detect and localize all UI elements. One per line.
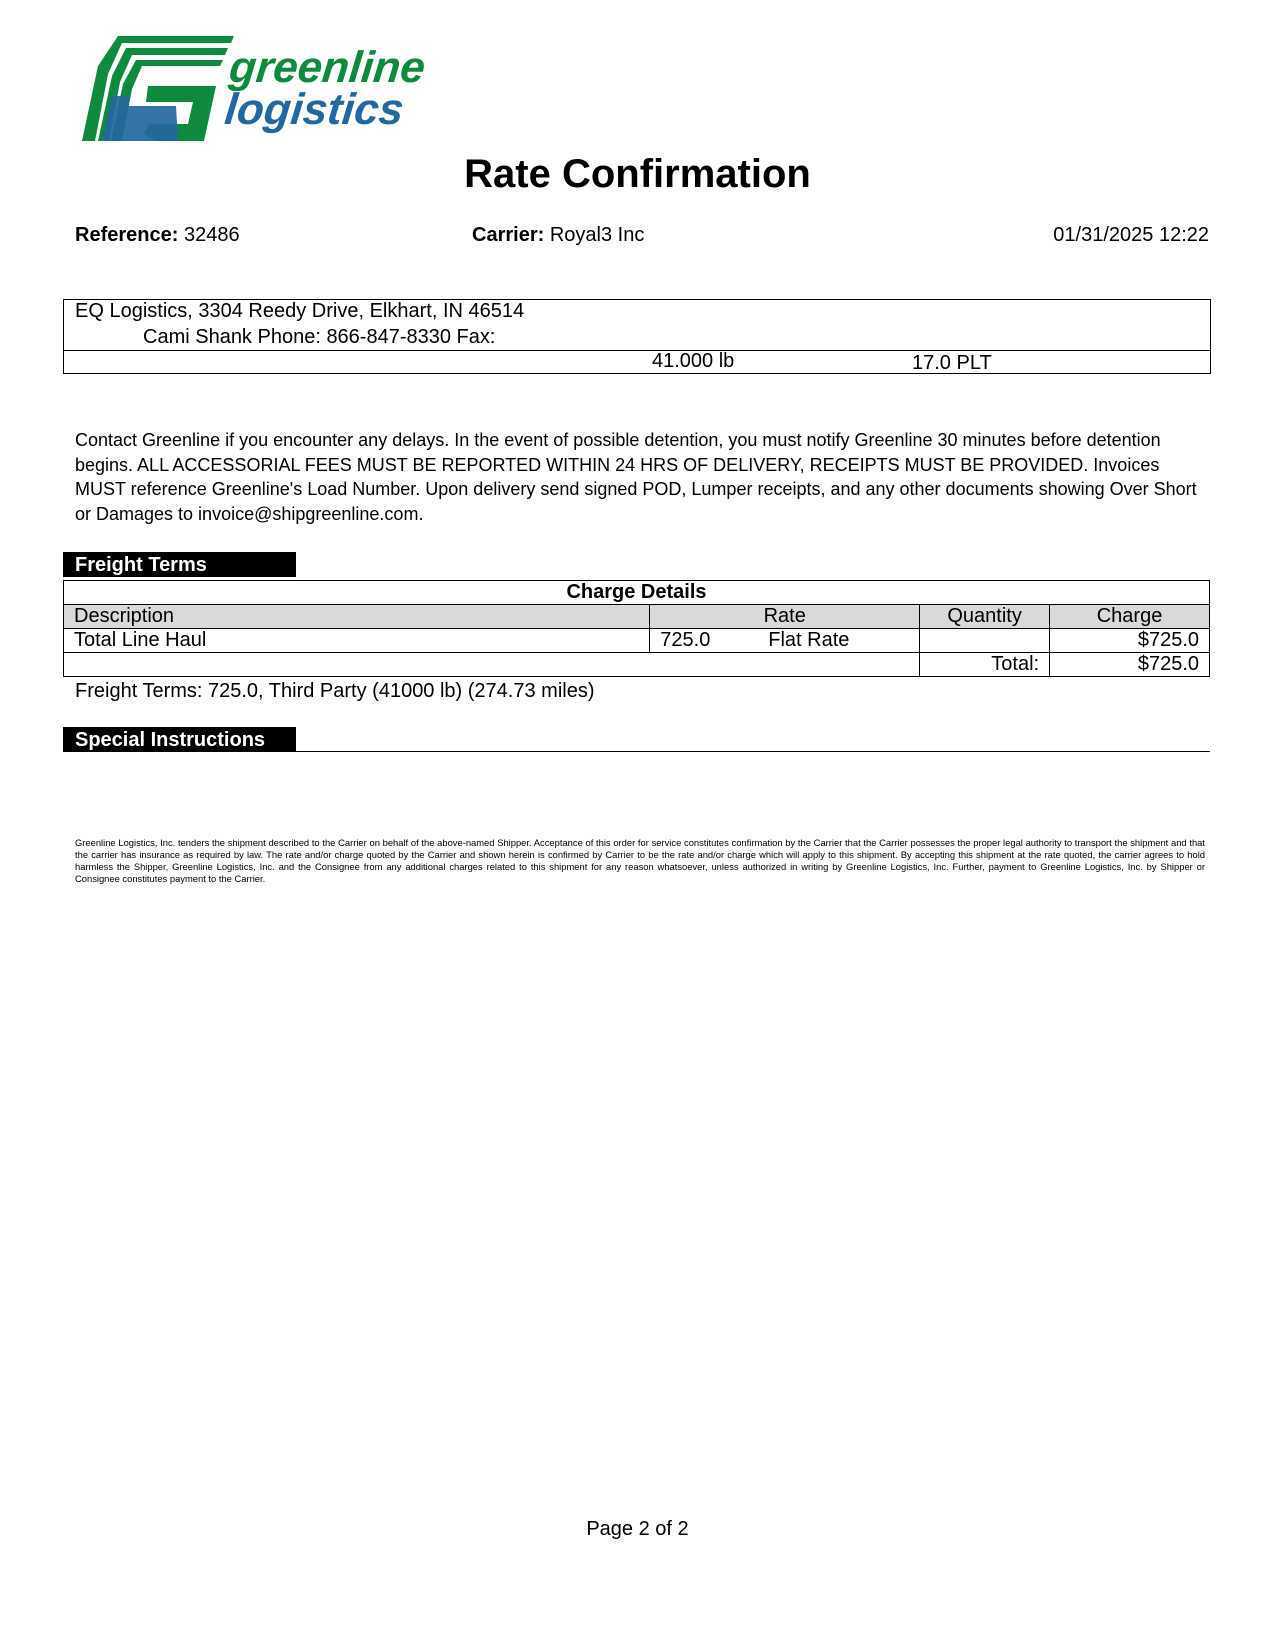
document-datetime: 01/31/2025 12:22 [1053,224,1209,246]
total-row [64,653,1210,677]
logo-wordmark-top: greenline [226,43,428,92]
page-title: Rate Confirmation [464,152,811,196]
reference-label: Reference: [75,224,179,246]
shipment-summary-row [63,349,1211,374]
greenline-logo [78,34,438,149]
total-label: Total: [920,653,1050,677]
logo-wordmark-bottom: logistics [222,85,407,134]
row-quantity [920,629,1050,653]
freight-terms-header: Freight Terms [63,552,296,577]
shipment-weight: 41.000 lb [652,350,735,372]
carrier-value: Royal3 Inc [549,224,645,246]
delay-notice: Contact Greenline if you encounter any delays. In the event of possible detention, you must notify Greenline 30 minutes before detention begins. ALL ACCESSORIAL FEES MUST BE REPORTED WITHIN 24 HRS OF DELIVERY, RECEIPTS MUST BE PROVIDED. Invoices MUST reference Greenline's Load Number. Upon delivery send signed POD, Lumper receipts, and any other documents showing Over Short or Damages to invoice@shipgreenline.com. [75,430,1197,524]
col-quantity: Quantity [920,605,1050,629]
total-value: $725.0 [1050,653,1210,677]
page-number: Page 2 of 2 [586,1518,689,1540]
shipper-address: EQ Logistics, 3304 Reedy Drive, Elkhart, IN 46514 [75,300,525,322]
row-rate: 725.0 [660,629,711,651]
carrier-label: Carrier: [472,224,545,246]
shipment-units: 17.0 PLT [912,352,992,374]
special-instructions-header: Special Instructions [63,727,296,752]
reference-value: 32486 [183,224,240,246]
table-row [64,629,1210,653]
special-instructions-rule [296,751,1210,752]
carrier-field [472,224,644,247]
reference-field [75,224,240,247]
charge-details-table [63,580,1210,677]
shipper-contact: Cami Shank Phone: 866-847-8330 Fax: [143,326,496,348]
logo-g-mark [82,36,234,141]
row-charge: $725.0 [1050,629,1210,653]
col-rate: Rate [650,605,920,629]
freight-terms-summary: Freight Terms: 725.0, Third Party (41000 lb) (274.73 miles) [75,680,595,702]
row-rate-cell [650,629,920,653]
charge-details-caption: Charge Details [64,581,1210,605]
row-description: Total Line Haul [64,629,650,653]
total-spacer [64,653,920,677]
row-rate-type: Flat Rate [768,629,850,651]
col-description: Description [64,605,650,629]
legal-disclaimer: Greenline Logistics, Inc. tenders the shipment described to the Carrier on behalf of the above-named Shipper. Acceptance of this order for service constitutes confirmation by the Carrier that the Carrier possesses the proper legal authority to transport the shipment and that the carrier has insurance as required by law. The rate and/or charge quoted by the Carrier and shown herein is confirmed by Carrier to be the rate and/or charge which will apply to this shipment. By accepting this shipment at the rate quoted, the carrier agrees to hold harmless the Shipper, Greenline Logistics, Inc. and the Consignee from any additional charges related to this shipment for any reason whatsoever, unless authorized in writing by Greenline Logistics, Inc. Further, payment to Greenline Logistics, Inc. by Shipper or Consignee constitutes payment to the Carrier. [75,837,1205,885]
col-charge: Charge [1050,605,1210,629]
